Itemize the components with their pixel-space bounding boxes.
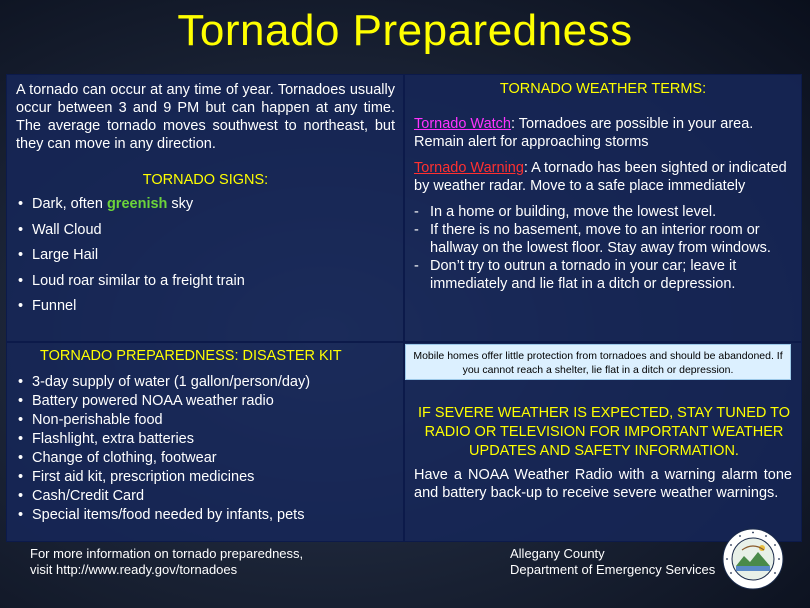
kit-item-text: Change of clothing, footwear: [32, 450, 217, 466]
bullet-icon: •: [18, 488, 24, 504]
dash-icon: -: [414, 222, 419, 238]
bullet-icon: •: [18, 221, 24, 238]
footer-info: [30, 546, 303, 578]
list-item: [16, 222, 395, 248]
action-text: Don’t try to outrun a tornado in your car; leave it immediately and lie flat in a ditch or depression.: [430, 258, 737, 292]
dash-icon: -: [414, 258, 419, 274]
list-item: [16, 411, 395, 430]
action-text: In a home or building, move the lowest level.: [430, 204, 717, 220]
sign-text: sky: [167, 196, 194, 212]
list-item: [16, 247, 395, 273]
kit-panel: [6, 342, 404, 542]
colon: :: [523, 160, 528, 176]
sign-text: Wall Cloud: [32, 221, 102, 238]
action-text: If there is no basement, move to an interior room or hallway on the lowest floor. Stay away from windows.: [430, 222, 771, 256]
footer-organization: [510, 546, 715, 578]
kit-item-text: First aid kit, prescription medicines: [32, 469, 255, 485]
kit-item-text: Special items/food needed by infants, pets: [32, 507, 305, 523]
colon: :: [510, 116, 516, 132]
sign-text: Loud roar similar to a freight train: [32, 272, 245, 289]
list-item: [414, 221, 792, 257]
bullet-icon: •: [18, 450, 24, 466]
signs-heading: TORNADO SIGNS:: [142, 172, 269, 188]
bullet-icon: •: [18, 507, 24, 523]
greenish-text: greenish: [106, 196, 168, 212]
signs-list: [16, 196, 395, 324]
list-item: [16, 468, 395, 487]
list-item: [16, 392, 395, 411]
footer-info-link: visit http://www.ready.gov/tornadoes: [30, 562, 238, 577]
action-list: [414, 203, 792, 293]
bullet-icon: •: [18, 431, 24, 447]
list-item: [16, 298, 395, 324]
mobile-home-callout: Mobile homes offer little protection from tornadoes and should be abandoned. If you cannot reach a shelter, lie flat in a ditch or depression.: [405, 344, 791, 380]
list-item: [414, 257, 792, 293]
bullet-icon: •: [18, 374, 24, 390]
kit-item-text: Cash/Credit Card: [32, 488, 145, 504]
kit-item-text: 3-day supply of water (1 gallon/person/day): [32, 374, 311, 390]
list-item: [16, 196, 395, 222]
bullet-icon: •: [18, 196, 24, 212]
kit-item-text: Non-perishable food: [32, 412, 163, 428]
watch-definition: [414, 115, 792, 151]
bullet-icon: •: [18, 247, 24, 263]
bullet-icon: •: [18, 393, 24, 409]
noaa-radio-paragraph: Have a NOAA Weather Radio with a warning alarm tone and battery back-up to receive severe weather warnings.: [414, 467, 792, 501]
warning-description: A tornado has been sighted or indicated by weather radar. Move to a safe place immediately: [414, 160, 787, 194]
dash-icon: -: [414, 204, 419, 220]
terms-heading: TORNADO WEATHER TERMS:: [499, 81, 707, 97]
tornado-warning-term: Tornado Warning: [414, 160, 524, 176]
kit-heading: TORNADO PREPAREDNESS: DISASTER KIT: [40, 348, 342, 364]
watch-description: Tornadoes are possible in your area. Remain alert for approaching storms: [414, 116, 754, 150]
bullet-icon: •: [18, 298, 24, 314]
kit-list: [16, 373, 395, 525]
list-item: [16, 273, 395, 299]
footer-info-line: For more information on tornado preparedness,: [30, 546, 304, 561]
list-item: [16, 430, 395, 449]
sign-text: Dark, often: [32, 196, 107, 212]
sign-text: Funnel: [32, 298, 77, 314]
intro-paragraph: A tornado can occur at any time of year. Tornadoes usually occur between 3 and 9 PM but can happen at any time. The average tornado moves southwest to northeast, but they can move in any direction.: [16, 82, 395, 152]
list-item: [16, 373, 395, 392]
terms-panel: [404, 74, 802, 342]
kit-item-text: Flashlight, extra batteries: [32, 431, 194, 447]
county-seal-icon: [722, 528, 784, 590]
list-item: [16, 506, 395, 525]
bullet-icon: •: [18, 412, 24, 428]
kit-item-text: Battery powered NOAA weather radio: [32, 393, 274, 409]
bullet-icon: •: [18, 272, 24, 289]
severe-weather-heading: IF SEVERE WEATHER IS EXPECTED, STAY TUNED TO RADIO OR TELEVISION FOR IMPORTANT WEATHER UPDATES AND SAFETY INFORMATION.: [418, 405, 790, 459]
list-item: [16, 487, 395, 506]
tornado-watch-term: Tornado Watch: [414, 116, 511, 132]
sign-text: Large Hail: [32, 247, 99, 263]
department-name: Department of Emergency Services: [510, 562, 716, 577]
bullet-icon: •: [18, 469, 24, 485]
list-item: [414, 203, 792, 221]
page-title: Tornado Preparedness: [177, 6, 633, 55]
intro-panel: [6, 74, 404, 342]
county-name: Allegany County: [510, 546, 605, 561]
list-item: [16, 449, 395, 468]
warning-definition: [414, 159, 792, 195]
